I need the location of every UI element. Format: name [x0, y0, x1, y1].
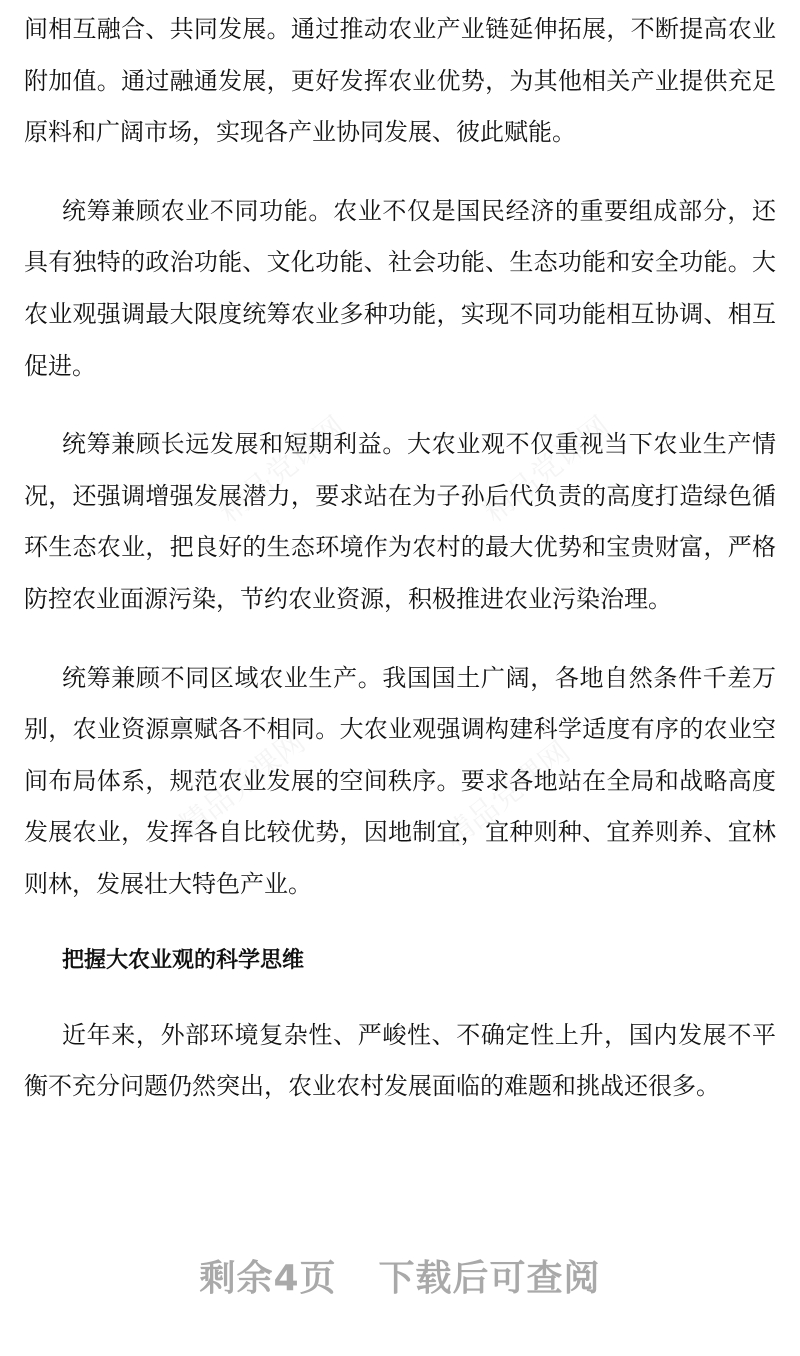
paragraph-functions: 统筹兼顾农业不同功能。农业不仅是国民经济的重要组成部分，还具有独特的政治功能、文化功能、社会功能、生态功能和安全功能。大农业观强调最大限度统筹农业多种功能，实现不同功能相互协调、相互促进。 [24, 196, 776, 380]
paragraph-long-term: 统筹兼顾长远发展和短期利益。大农业观不仅重视当下农业生产情况，还强调增强发展潜力，要求站在为子孙后代负责的高度打造绿色循环生态农业，把良好的生态环境作为农村的最大优势和宝贵财富，严格防控农业面源污染，节约农业资源，积极推进农业污染治理。 [24, 430, 776, 613]
remaining-pages-label: 剩余4页 [199, 1258, 337, 1299]
paragraph-regional: 统筹兼顾不同区域农业生产。我国国土广阔，各地自然条件千差万别，农业资源禀赋各不相同。大农业观强调构建科学适度有序的农业空间布局体系，规范农业发展的空间秩序。要求各地站在全局和战略高度发展农业，发挥各自比较优势，因地制宜，宜种则种、宜养则养、宜林则林，发展壮大特色产业。 [24, 663, 776, 898]
download-prompt-label: 下载后可查阅 [378, 1258, 601, 1299]
paragraph-integration: 间相互融合、共同发展。通过推动农业产业链延伸拓展，不断提高农业附加值。通过融通发展，更好发挥农业优势，为其他相关产业提供充足原料和广阔市场，实现各产业协同发展、彼此赋能。 [24, 15, 776, 147]
article-body [24, 0, 776, 1113]
section-heading: 把握大农业观的科学思维 [62, 947, 305, 973]
paragraph-closing: 近年来，外部环境复杂性、严峻性、不确定性上升，国内发展不平衡不充分问题仍然突出，农业农村发展面临的难题和挑战还很多。 [24, 1020, 776, 1101]
download-banner[interactable] [0, 1250, 800, 1301]
